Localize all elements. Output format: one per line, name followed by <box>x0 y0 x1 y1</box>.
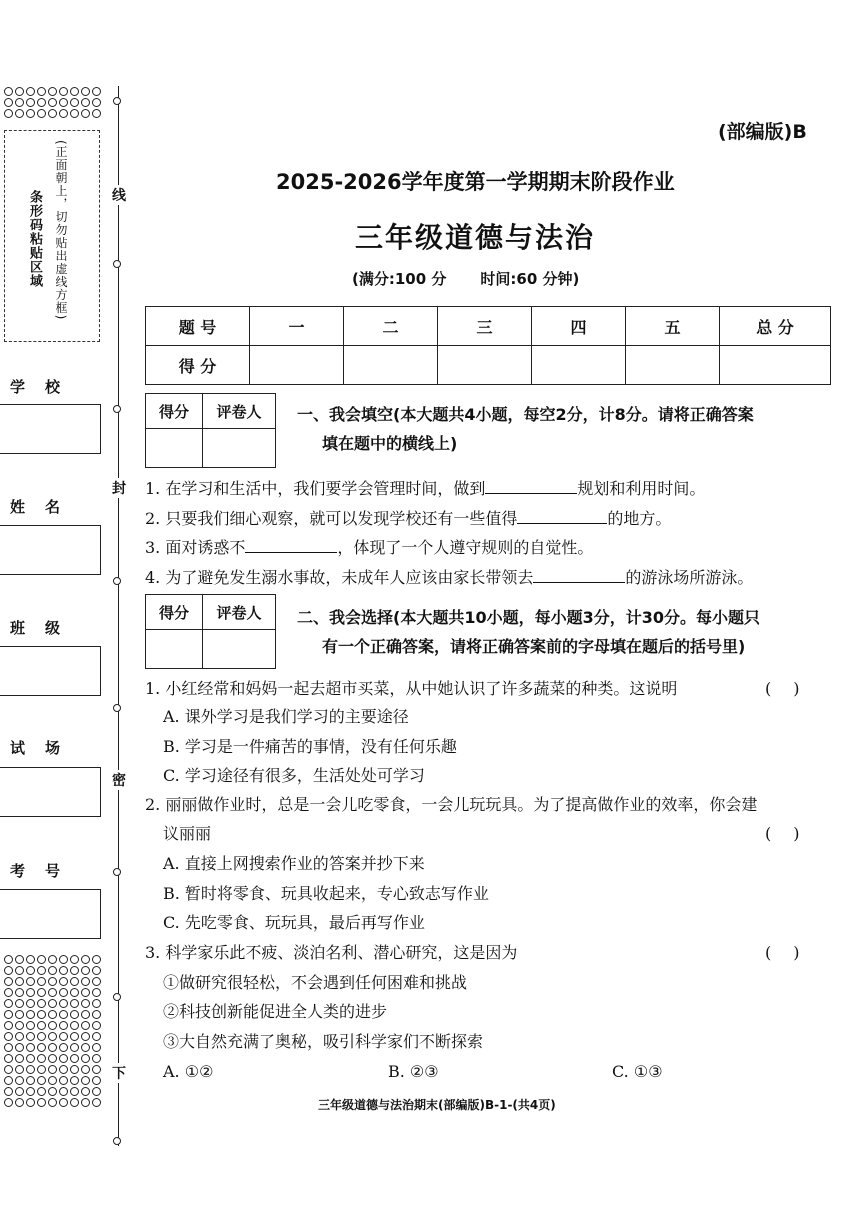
field-exam-no-label: 考号 <box>10 862 81 880</box>
binding-dot <box>113 260 121 268</box>
grader-score-cell[interactable] <box>146 630 203 669</box>
answer-parentheses[interactable]: () <box>765 943 822 962</box>
time-limit: 时间:60 分钟) <box>480 270 580 288</box>
question-text: 1. 在学习和生活中，我们要学会管理时间，做到 <box>145 479 486 498</box>
grader-box-2 <box>145 594 276 669</box>
binding-dot <box>113 1137 121 1145</box>
score-cell[interactable] <box>250 346 344 385</box>
barcode-label: 条形码粘贴区域 <box>27 190 42 288</box>
score-col-1: 一 <box>250 307 344 346</box>
exam-meta <box>352 268 613 289</box>
question-text: 2. 只要我们细心观察，就可以发现学校还有一些值得 <box>145 509 518 528</box>
statement-3: ③大自然充满了奥秘，吸引科学家们不断探索 <box>163 1032 484 1051</box>
score-col-total: 总 分 <box>720 307 831 346</box>
score-cell[interactable] <box>626 346 720 385</box>
grader-reviewer-cell[interactable] <box>203 630 276 669</box>
binding-line <box>118 86 119 1146</box>
option-a: A. 课外学习是我们学习的主要途径 <box>163 707 409 726</box>
score-table <box>145 306 831 385</box>
option-c: C. 学习途径有很多，生活处处可学习 <box>163 766 425 785</box>
score-row-label: 得 分 <box>146 346 250 385</box>
question-text: 规划和利用时间。 <box>577 479 706 498</box>
grader-reviewer-label: 评卷人 <box>203 595 276 630</box>
option-b: B. 学习是一件痛苦的事情，没有任何乐趣 <box>163 737 457 756</box>
answer-blank[interactable] <box>485 477 577 494</box>
binding-char-feng: 封 <box>111 478 127 498</box>
full-score: (满分:100 分 <box>352 270 447 288</box>
choice-question-2-cont: 议丽丽 <box>163 824 212 843</box>
binding-dot <box>113 704 121 712</box>
score-col-2: 二 <box>344 307 438 346</box>
binding-dot <box>113 97 121 105</box>
section1-heading-cont: 填在题中的横线上) <box>322 434 458 453</box>
section1-heading: 一、我会填空(本大题共4小题，每空2分，计8分。请将正确答案 <box>297 405 754 424</box>
question-text: 的游泳场所游泳。 <box>625 568 754 587</box>
field-room-label: 试场 <box>10 739 81 757</box>
field-school-box[interactable] <box>0 404 101 454</box>
score-col-5: 五 <box>626 307 720 346</box>
statement-1: ①做研究很轻松，不会遇到任何困难和挑战 <box>163 973 468 992</box>
score-col-4: 四 <box>532 307 626 346</box>
field-school-label: 学校 <box>10 378 81 396</box>
option-a: A. 直接上网搜索作业的答案并抄下来 <box>163 854 425 873</box>
score-table-row <box>146 346 831 385</box>
option-c: C. 先吃零食、玩玩具，最后再写作业 <box>163 913 425 932</box>
field-name-label: 姓名 <box>10 498 81 516</box>
answer-parentheses[interactable]: () <box>765 679 822 698</box>
answer-parentheses[interactable]: () <box>765 824 822 843</box>
question-text: 4. 为了避免发生溺水事故，未成年人应该由家长带领去 <box>145 568 534 587</box>
grader-score-label: 得分 <box>146 595 203 630</box>
binding-char-xian: 线 <box>111 185 127 205</box>
page-footer: 三年级道德与法治期末(部编版)B-1-(共4页) <box>318 1098 556 1112</box>
barcode-area <box>4 130 100 342</box>
section2-heading: 二、我会选择(本大题共10小题，每小题3分，计30分。每小题只 <box>297 608 760 627</box>
choice-question-2: 2. 丽丽做作业时，总是一会儿吃零食，一会儿玩玩具。为了提高做作业的效率，你会建 <box>145 795 758 814</box>
score-cell[interactable] <box>532 346 626 385</box>
statement-2: ②科技创新能促进全人类的进步 <box>163 1002 388 1021</box>
grader-reviewer-cell[interactable] <box>203 429 276 468</box>
grader-reviewer-label: 评卷人 <box>203 394 276 429</box>
option-b: B. 暂时将零食、玩具收起来，专心致志写作业 <box>163 884 489 903</box>
choice-question-3: 3. 科学家乐此不疲、淡泊名利、潜心研究，这是因为 <box>145 943 518 962</box>
section2-heading-cont: 有一个正确答案，请将正确答案前的字母填在题后的括号里) <box>322 637 746 656</box>
score-col-label: 题 号 <box>146 307 250 346</box>
score-col-3: 三 <box>438 307 532 346</box>
field-name-box[interactable] <box>0 525 101 575</box>
score-table-header <box>146 307 831 346</box>
fill-question-2 <box>145 507 671 529</box>
decorative-dots-bottom <box>4 955 101 1107</box>
option-a: A. ①② <box>163 1062 214 1081</box>
field-exam-no-box[interactable] <box>0 889 101 939</box>
field-room-box[interactable] <box>0 767 101 817</box>
score-cell[interactable] <box>438 346 532 385</box>
option-b: B. ②③ <box>388 1062 439 1081</box>
fill-question-4 <box>145 566 753 588</box>
score-cell[interactable] <box>344 346 438 385</box>
answer-blank[interactable] <box>517 507 607 524</box>
binding-dot <box>113 993 121 1001</box>
answer-blank[interactable] <box>533 566 625 583</box>
edition-label: (部编版)B <box>718 121 807 143</box>
fill-question-3 <box>145 536 593 558</box>
binding-dot <box>113 405 121 413</box>
score-cell[interactable] <box>720 346 831 385</box>
barcode-note: (正面朝上，切勿贴出虚线方框) <box>54 140 68 321</box>
option-c: C. ①③ <box>612 1062 663 1081</box>
binding-char-xia: 下 <box>111 1063 127 1083</box>
grader-score-label: 得分 <box>146 394 203 429</box>
question-text: 3. 面对诱惑不 <box>145 538 246 557</box>
exam-title: 2025-2026学年度第一学期期末阶段作业 <box>276 170 675 194</box>
decorative-dots-top <box>4 87 101 118</box>
binding-char-mi: 密 <box>111 770 127 790</box>
binding-dot <box>113 868 121 876</box>
field-class-box[interactable] <box>0 646 101 696</box>
choice-question-1: 1. 小红经常和妈妈一起去超市买菜，从中她认识了许多蔬菜的种类。这说明 <box>145 679 678 698</box>
answer-blank[interactable] <box>245 536 337 553</box>
binding-dot <box>113 577 121 585</box>
field-class-label: 班级 <box>10 619 81 637</box>
subject-title: 三年级道德与法治 <box>355 221 596 254</box>
question-text: ，体现了一个人遵守规则的自觉性。 <box>337 538 594 557</box>
grader-box-1 <box>145 393 276 468</box>
grader-score-cell[interactable] <box>146 429 203 468</box>
fill-question-1 <box>145 477 705 499</box>
question-text: 的地方。 <box>607 509 672 528</box>
